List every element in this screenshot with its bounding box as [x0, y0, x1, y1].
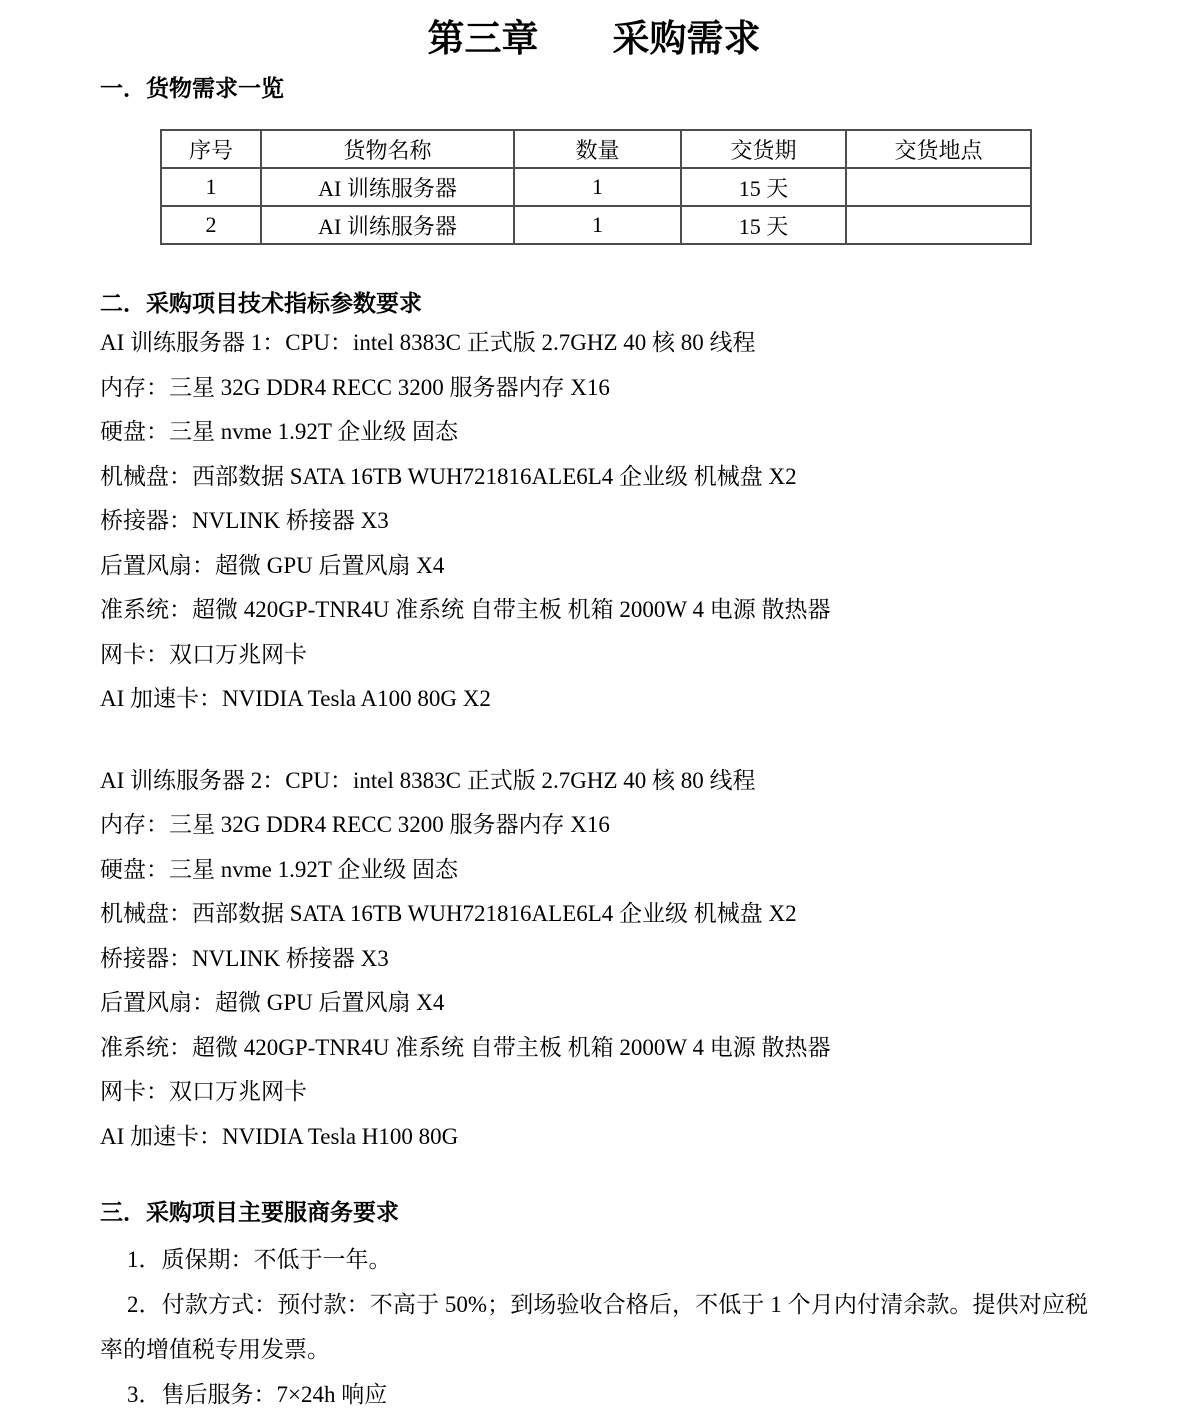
business-section-heading: 三．采购项目主要服商务要求: [100, 1199, 399, 1225]
cell-no: 2: [161, 206, 261, 244]
table-row: [161, 168, 1031, 206]
goods-requirements-table: [160, 129, 1032, 245]
business-items-list: [100, 1237, 1088, 1417]
cell-qty: 1: [514, 168, 681, 206]
cell-delivery: 15 天: [681, 168, 846, 206]
server2-spec-list: [100, 759, 1088, 1160]
cell-name: AI 训练服务器: [261, 206, 514, 244]
business-item-warranty: 1．质保期：不低于一年。: [127, 1247, 392, 1272]
spec-line-barebone: 准系统：超微 420GP-TNR4U 准系统 自带主板 机箱 2000W 4 电源 散热器: [100, 1034, 831, 1060]
spec-line-memory: 内存：三星 32G DDR4 RECC 3200 服务器内存 X16: [100, 812, 610, 837]
table-header-row: [161, 130, 1031, 168]
spec-line-nic: 网卡：双口万兆网卡: [100, 641, 307, 667]
business-item-payment: 2．付款方式：预付款：不高于 50%；到场验收合格后，不低于 1 个月内付清余款。提供对应税率的增值税专用发票。: [100, 1292, 1088, 1362]
spec-line-memory: 内存：三星 32G DDR4 RECC 3200 服务器内存 X16: [100, 374, 610, 400]
spec-line-bridge: 桥接器：NVLINK 桥接器 X3: [100, 508, 389, 533]
column-header-location: 交货地点: [846, 130, 1031, 168]
cell-no: 1: [161, 168, 261, 206]
document-page: [0, 16, 1188, 1417]
page-title: 第三章 采购需求: [427, 18, 761, 59]
cell-location: [846, 206, 1031, 244]
tech-section-heading: 二．采购项目技术指标参数要求: [100, 290, 422, 316]
business-item-aftersales: 3．售后服务：7×24h 响应: [127, 1382, 388, 1407]
cell-location: [846, 168, 1031, 206]
cell-delivery: 15 天: [681, 206, 846, 244]
spec-line-ssd: 硬盘：三星 nvme 1.92T 企业级 固态: [100, 856, 458, 882]
spec-line-accelerator: AI 加速卡：NVIDIA Tesla A100 80G X2: [100, 686, 491, 711]
table-row: [161, 206, 1031, 244]
cell-name: AI 训练服务器: [261, 168, 514, 206]
server1-spec-list: [100, 321, 1088, 722]
spec-line-cpu: AI 训练服务器 1：CPU：intel 8383C 正式版 2.7GHZ 40 核 80 线程: [100, 330, 756, 355]
goods-section-heading: 一．货物需求一览: [100, 75, 284, 101]
spec-line-barebone: 准系统：超微 420GP-TNR4U 准系统 自带主板 机箱 2000W 4 电源 散热器: [100, 597, 831, 622]
cell-qty: 1: [514, 206, 681, 244]
column-header-no: 序号: [161, 130, 261, 168]
spec-line-cpu: AI 训练服务器 2：CPU：intel 8383C 正式版 2.7GHZ 40 核 80 线程: [100, 767, 756, 793]
spec-line-accelerator: AI 加速卡：NVIDIA Tesla H100 80G: [100, 1123, 459, 1149]
spec-line-hdd: 机械盘：西部数据 SATA 16TB WUH721816ALE6L4 企业级 机械盘 X2: [100, 901, 797, 926]
spec-line-hdd: 机械盘：西部数据 SATA 16TB WUH721816ALE6L4 企业级 机械盘 X2: [100, 463, 797, 489]
spec-line-fan: 后置风扇：超微 GPU 后置风扇 X4: [100, 990, 445, 1015]
spec-line-ssd: 硬盘：三星 nvme 1.92T 企业级 固态: [100, 419, 458, 444]
column-header-delivery: 交货期: [681, 130, 846, 168]
spec-line-nic: 网卡：双口万兆网卡: [100, 1079, 307, 1104]
spec-line-bridge: 桥接器：NVLINK 桥接器 X3: [100, 945, 389, 971]
spec-line-fan: 后置风扇：超微 GPU 后置风扇 X4: [100, 552, 445, 578]
column-header-name: 货物名称: [261, 130, 514, 168]
column-header-qty: 数量: [514, 130, 681, 168]
